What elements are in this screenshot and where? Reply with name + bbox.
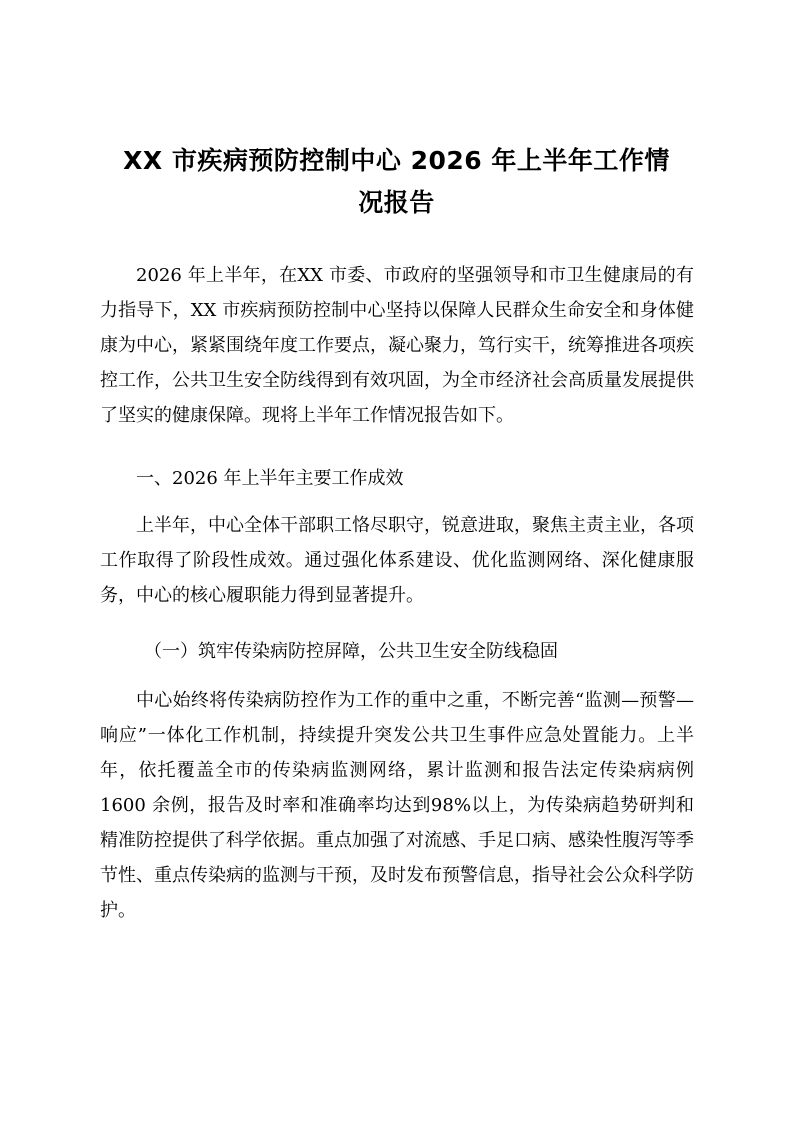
document-title <box>100 140 693 224</box>
section-1-paragraph: 上半年，中心全体干部职工恪尽职守，锐意进取，聚焦主责主业，各项工作取得了阶段性成效。通过强化体系建设、优化监测网络、深化健康服务，中心的核心履职能力得到显著提升。 <box>100 515 694 606</box>
title-line-2: 况报告 <box>358 188 435 217</box>
section-heading-1: 一、2026 年上半年主要工作成效 <box>136 468 404 489</box>
subsection-1-paragraph: 中心始终将传染病防控作为工作的重中之重，不断完善“监测—预警—响应”一体化工作机制，持续提升突发公共卫生事件应急处置能力。上半年，依托覆盖全市的传染病监测网络，累计监测和报告法定传染病病例1600 余例，报告及时率和准确率均达到98%以上，为传染病趋势研判和精准防控提供了科学依据。重点加强了对流感、手足口病、感染性腹泻等季节性、重点传染病的监测与干预，及时发布预警信息，指导社会公众科学防护。 <box>100 690 694 921</box>
title-line-1: XX 市疾病预防控制中心 2026 年上半年工作情 <box>123 146 670 175</box>
intro-paragraph: 2026 年上半年，在XX 市委、市政府的坚强领导和市卫生健康局的有力指导下，XX 市疾病预防控制中心坚持以保障人民群众生命安全和身体健康为中心，紧紧围绕年度工作要点，凝心聚力，笃行实干，统筹推进各项疾控工作，公共卫生安全防线得到有效巩固，为全市经济社会高质量发展提供了坚实的健康保障。现将上半年工作情况报告如下。 <box>100 265 694 426</box>
subsection-heading-1: （一）筑牢传染病防控屏障，公共卫生安全防线稳固 <box>144 641 558 662</box>
